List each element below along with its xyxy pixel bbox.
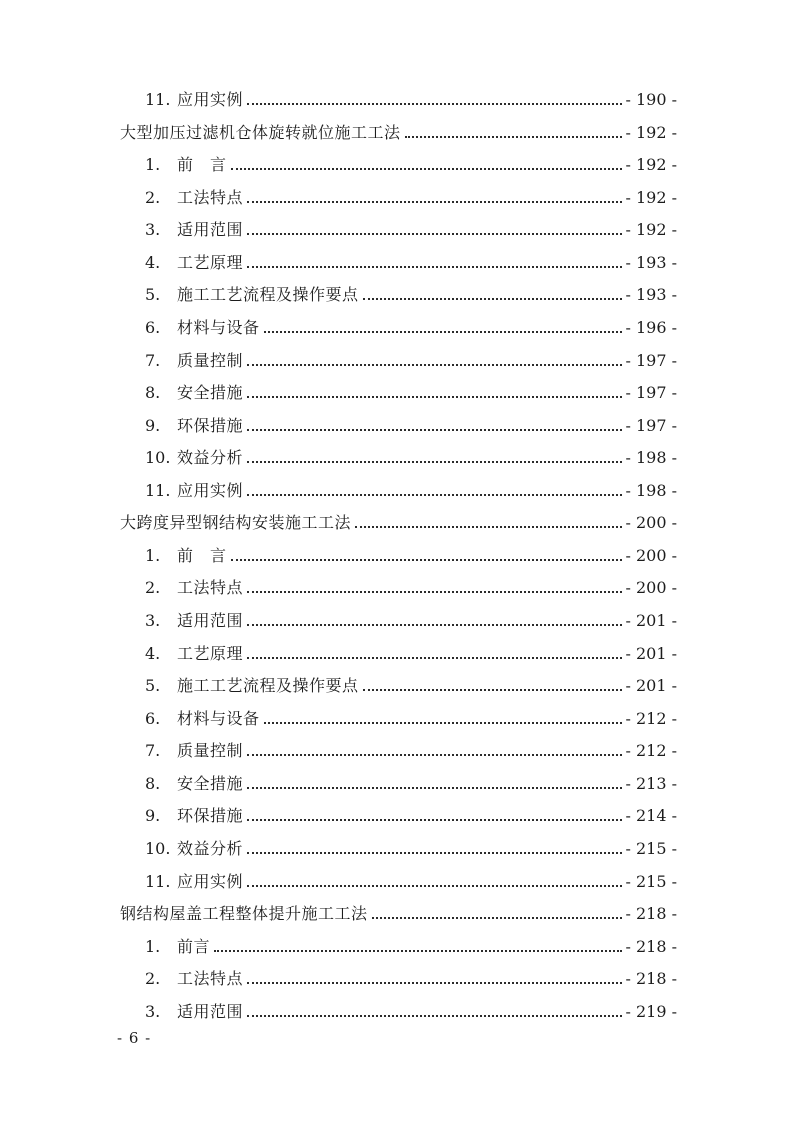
toc-entry-page-number: - 198 -: [625, 480, 677, 500]
toc-entry-number: 3.: [145, 1001, 161, 1021]
toc-sub-entry[interactable]: [120, 377, 677, 410]
toc-entry-page-number: - 212 -: [625, 741, 677, 761]
toc-entry-number: 2.: [145, 187, 161, 207]
toc-entry-page-number: - 201 -: [625, 643, 677, 663]
dot-leader: [247, 429, 622, 431]
toc-entry-page-number: - 192 -: [625, 220, 677, 240]
toc-entry-number: 9.: [145, 415, 161, 435]
dot-leader: [214, 950, 622, 952]
toc-entry-page-number: - 214 -: [625, 806, 677, 826]
toc-sub-entry[interactable]: [120, 572, 677, 605]
dot-leader: [247, 1015, 622, 1017]
toc-entry-title: 效益分析: [177, 838, 244, 858]
toc-entry-title: 环保措施: [177, 806, 244, 826]
toc-entry-title: 安全措施: [177, 773, 244, 793]
toc-entry-title: 材料与设备: [177, 317, 260, 337]
dot-leader: [231, 168, 623, 170]
toc-sub-entry[interactable]: [120, 182, 677, 215]
toc-sub-entry[interactable]: [120, 703, 677, 736]
toc-sub-entry[interactable]: [120, 540, 677, 573]
toc-entry-title: 钢结构屋盖工程整体提升施工工法: [120, 904, 368, 924]
toc-sub-entry[interactable]: [120, 279, 677, 312]
toc-entry-number: 8.: [145, 773, 161, 793]
toc-entry-number: 1.: [145, 155, 161, 175]
toc-entry-title: 工法特点: [177, 969, 244, 989]
toc-entry-page-number: - 192 -: [625, 155, 677, 175]
toc-sub-entry[interactable]: [120, 800, 677, 833]
toc-entry-number: 8.: [145, 383, 161, 403]
toc-entry-number: 2.: [145, 969, 161, 989]
toc-sub-entry[interactable]: [120, 410, 677, 443]
toc-sub-entry[interactable]: [120, 866, 677, 899]
toc-entry-title: 材料与设备: [177, 708, 260, 728]
toc-entry-number: 10.: [145, 838, 171, 858]
toc-entry-title: 前言: [177, 936, 211, 956]
toc-entry-title: 大跨度异型钢结构安装施工工法: [120, 513, 352, 533]
toc-sub-entry[interactable]: [120, 735, 677, 768]
toc-sub-entry[interactable]: [120, 931, 677, 964]
dot-leader: [247, 233, 622, 235]
dot-leader: [264, 722, 623, 724]
toc-entry-title: 适用范围: [177, 220, 244, 240]
dot-leader: [247, 624, 622, 626]
toc-entry-number: 4.: [145, 252, 161, 272]
toc-entry-number: 7.: [145, 741, 161, 761]
toc-sub-entry[interactable]: [120, 247, 677, 280]
toc-entry-page-number: - 219 -: [625, 1001, 677, 1021]
toc-entry-title: 大型加压过滤机仓体旋转就位施工工法: [120, 122, 401, 142]
toc-entry-number: 6.: [145, 317, 161, 337]
toc-sub-entry[interactable]: [120, 638, 677, 671]
toc-entry-page-number: - 200 -: [625, 578, 677, 598]
toc-entry-page-number: - 198 -: [625, 448, 677, 468]
toc-entry-title: 环保措施: [177, 415, 244, 435]
toc-entry-title: 应用实例: [177, 90, 244, 109]
toc-entry-page-number: - 196 -: [625, 317, 677, 337]
toc-entry-page-number: - 190 -: [625, 90, 677, 109]
dot-leader: [363, 689, 623, 691]
toc-sub-entry[interactable]: [120, 996, 677, 1029]
toc-entry-page-number: - 197 -: [625, 383, 677, 403]
toc-sub-entry[interactable]: [120, 442, 677, 475]
dot-leader: [372, 917, 623, 919]
toc-entry-title: 应用实例: [177, 871, 244, 891]
toc-entry-title: 安全措施: [177, 383, 244, 403]
toc-entry-title: 施工工艺流程及操作要点: [177, 285, 359, 305]
toc-entry-title: 工艺原理: [177, 643, 244, 663]
toc-entry-page-number: - 193 -: [625, 252, 677, 272]
dot-leader: [231, 559, 623, 561]
toc-sub-entry[interactable]: [120, 312, 677, 345]
toc-entry-number: 11.: [145, 90, 171, 109]
toc-entry-number: 10.: [145, 448, 171, 468]
toc-entry-page-number: - 218 -: [625, 969, 677, 989]
toc-entry-page-number: - 201 -: [625, 611, 677, 630]
table-of-contents: [120, 84, 677, 1028]
toc-sub-entry[interactable]: [120, 670, 677, 703]
toc-sub-entry[interactable]: [120, 84, 677, 117]
toc-entry-title: 质量控制: [177, 350, 244, 370]
toc-entry-page-number: - 212 -: [625, 708, 677, 728]
toc-entry-page-number: - 201 -: [625, 676, 677, 696]
dot-leader: [247, 494, 622, 496]
toc-sub-entry[interactable]: [120, 345, 677, 378]
dot-leader: [247, 787, 622, 789]
dot-leader: [247, 201, 622, 203]
toc-entry-title: 效益分析: [177, 448, 244, 468]
dot-leader: [355, 526, 622, 528]
toc-entry-number: 5.: [145, 676, 161, 696]
dot-leader: [247, 852, 622, 854]
toc-entry-number: 3.: [145, 611, 161, 630]
dot-leader: [247, 591, 622, 593]
toc-sub-entry[interactable]: [120, 605, 677, 638]
toc-entry-title: 工法特点: [177, 578, 244, 598]
toc-entry-number: 1.: [145, 545, 161, 565]
toc-sub-entry[interactable]: [120, 963, 677, 996]
toc-entry-page-number: - 192 -: [625, 122, 677, 142]
dot-leader: [247, 103, 622, 105]
dot-leader: [247, 364, 622, 366]
toc-entry-number: 2.: [145, 578, 161, 598]
toc-entry-title: 工法特点: [177, 187, 244, 207]
dot-leader: [264, 331, 623, 333]
toc-entry-number: 11.: [145, 871, 171, 891]
toc-entry-title: 施工工艺流程及操作要点: [177, 676, 359, 696]
toc-entry-number: 5.: [145, 285, 161, 305]
dot-leader: [247, 982, 622, 984]
toc-entry-title: 前 言: [177, 155, 227, 175]
toc-sub-entry[interactable]: [120, 833, 677, 866]
toc-entry-page-number: - 218 -: [625, 904, 677, 924]
toc-entry-page-number: - 200 -: [625, 513, 677, 533]
toc-entry-number: 3.: [145, 220, 161, 240]
toc-entry-page-number: - 197 -: [625, 350, 677, 370]
toc-entry-page-number: - 193 -: [625, 285, 677, 305]
toc-entry-number: 9.: [145, 806, 161, 826]
dot-leader: [363, 298, 623, 300]
toc-entry-number: 4.: [145, 643, 161, 663]
dot-leader: [247, 657, 622, 659]
toc-entry-number: 7.: [145, 350, 161, 370]
toc-entry-number: 1.: [145, 936, 161, 956]
dot-leader: [247, 461, 622, 463]
toc-sub-entry[interactable]: [120, 214, 677, 247]
toc-entry-page-number: - 215 -: [625, 871, 677, 891]
toc-entry-title: 工艺原理: [177, 252, 244, 272]
dot-leader: [247, 819, 622, 821]
toc-entry-title: 质量控制: [177, 741, 244, 761]
toc-entry-title: 前 言: [177, 545, 227, 565]
toc-entry-page-number: - 213 -: [625, 773, 677, 793]
dot-leader: [247, 266, 622, 268]
dot-leader: [247, 885, 622, 887]
toc-entry-title: 适用范围: [177, 1001, 244, 1021]
toc-entry-page-number: - 197 -: [625, 415, 677, 435]
toc-heading-entry[interactable]: [120, 898, 677, 931]
toc-entry-title: 应用实例: [177, 480, 244, 500]
toc-entry-page-number: - 200 -: [625, 545, 677, 565]
page-number-footer: - 6 -: [117, 1029, 152, 1047]
toc-entry-number: 6.: [145, 708, 161, 728]
dot-leader: [405, 136, 623, 138]
toc-sub-entry[interactable]: [120, 768, 677, 801]
toc-entry-page-number: - 218 -: [625, 936, 677, 956]
toc-entry-page-number: - 215 -: [625, 838, 677, 858]
toc-sub-entry[interactable]: [120, 475, 677, 508]
toc-entry-number: 11.: [145, 480, 171, 500]
dot-leader: [247, 754, 622, 756]
toc-heading-entry[interactable]: [120, 507, 677, 540]
toc-entry-page-number: - 192 -: [625, 187, 677, 207]
dot-leader: [247, 396, 622, 398]
toc-sub-entry[interactable]: [120, 149, 677, 182]
toc-entry-title: 适用范围: [177, 611, 244, 630]
toc-heading-entry[interactable]: [120, 117, 677, 150]
